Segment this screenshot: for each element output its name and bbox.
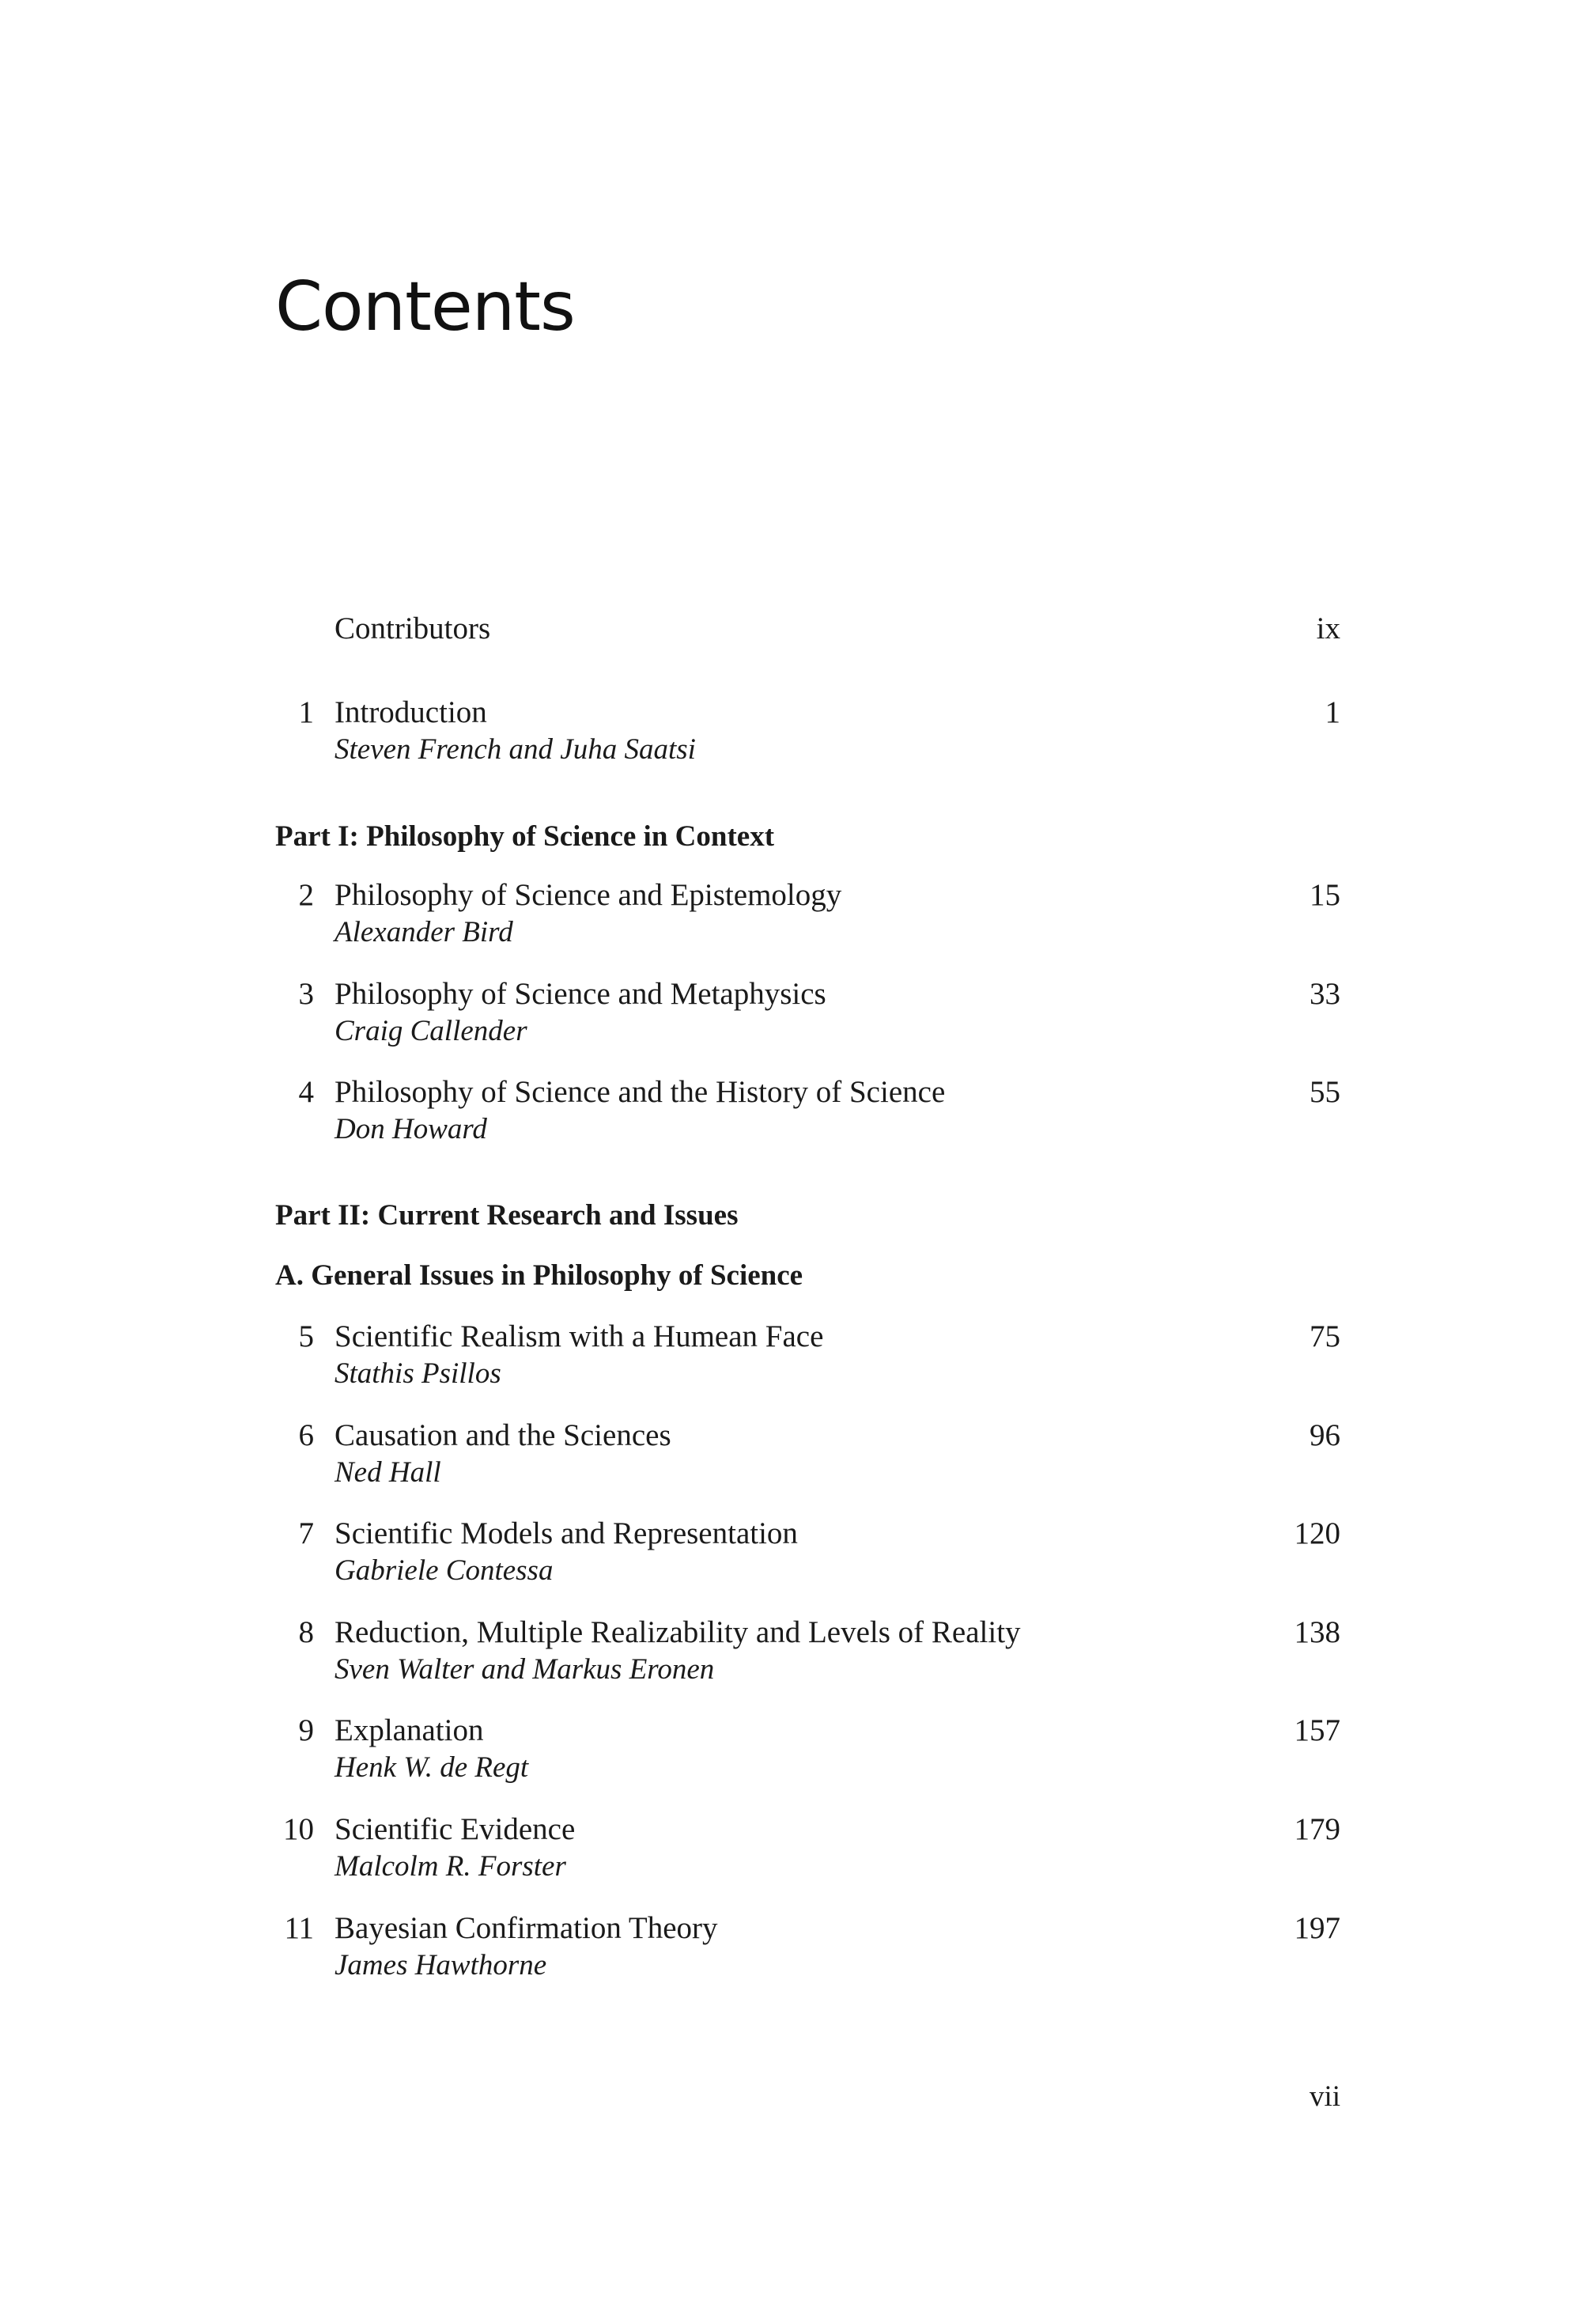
entry-title: Philosophy of Science and Metaphysics <box>334 977 826 1011</box>
chapter-author: Alexander Bird <box>334 916 513 948</box>
entry-page-number: 15 <box>1310 878 1340 912</box>
chapter-number: 4 <box>298 1075 314 1109</box>
entry-title: Contributors <box>334 611 491 645</box>
entry-title: Scientific Models and Representation <box>334 1516 798 1550</box>
toc-entry-chapter-11[interactable] <box>275 1913 1340 1947</box>
page-title: Contents <box>275 267 575 346</box>
page-folio: vii <box>1309 2080 1340 2113</box>
chapter-author: Craig Callender <box>334 1015 527 1047</box>
toc-entry-chapter-5[interactable] <box>275 1321 1340 1356</box>
entry-title: Introduction <box>334 695 487 729</box>
chapter-author: Sven Walter and Markus Eronen <box>334 1653 715 1686</box>
entry-page-number: 75 <box>1310 1319 1340 1353</box>
entry-title: Bayesian Confirmation Theory <box>334 1911 718 1945</box>
entry-page-number: 179 <box>1294 1812 1340 1846</box>
chapter-number: 8 <box>298 1615 314 1649</box>
entry-title: Philosophy of Science and the History of Science <box>334 1075 946 1109</box>
part-heading: Part I: Philosophy of Science in Context <box>275 820 775 853</box>
chapter-author: Steven French and Juha Saatsi <box>334 733 696 766</box>
chapter-number: 1 <box>298 695 314 729</box>
entry-page-number: 33 <box>1310 977 1340 1011</box>
toc-entry-contributors[interactable] <box>275 613 1340 648</box>
entry-page-number: ix <box>1316 611 1340 645</box>
entry-title: Scientific Realism with a Humean Face <box>334 1319 824 1353</box>
part-heading: Part II: Current Research and Issues <box>275 1199 739 1232</box>
chapter-author: Malcolm R. Forster <box>334 1850 566 1883</box>
toc-entry-chapter-10[interactable] <box>275 1814 1340 1849</box>
entry-page-number: 120 <box>1294 1516 1340 1550</box>
chapter-number: 10 <box>283 1812 314 1846</box>
chapter-number: 2 <box>298 878 314 912</box>
chapter-number: 11 <box>284 1911 314 1945</box>
toc-entry-chapter-8[interactable] <box>275 1617 1340 1652</box>
chapter-author: Ned Hall <box>334 1456 441 1489</box>
entry-title: Philosophy of Science and Epistemology <box>334 878 842 912</box>
toc-entry-chapter-2[interactable] <box>275 880 1340 914</box>
entry-title: Scientific Evidence <box>334 1812 576 1846</box>
entry-page-number: 157 <box>1294 1713 1340 1747</box>
entry-page-number: 55 <box>1310 1075 1340 1109</box>
entry-page-number: 138 <box>1294 1615 1340 1649</box>
chapter-author: Stathis Psillos <box>334 1357 501 1390</box>
chapter-number: 9 <box>298 1713 314 1747</box>
chapter-author: Gabriele Contessa <box>334 1554 554 1587</box>
toc-entry-chapter-3[interactable] <box>275 978 1340 1013</box>
chapter-author: Henk W. de Regt <box>334 1751 529 1784</box>
toc-entry-chapter-9[interactable] <box>275 1715 1340 1750</box>
toc-entry-chapter-4[interactable] <box>275 1077 1340 1111</box>
chapter-number: 3 <box>298 977 314 1011</box>
entry-title: Explanation <box>334 1713 484 1747</box>
entry-title: Causation and the Sciences <box>334 1418 671 1452</box>
entry-page-number: 197 <box>1294 1911 1340 1945</box>
entry-page-number: 96 <box>1310 1418 1340 1452</box>
toc-entry-chapter-1[interactable] <box>275 697 1340 732</box>
chapter-author: Don Howard <box>334 1113 487 1145</box>
section-heading: A. General Issues in Philosophy of Science <box>275 1259 803 1292</box>
toc-entry-chapter-6[interactable] <box>275 1420 1340 1455</box>
entry-title: Reduction, Multiple Realizability and Levels of Reality <box>334 1615 1021 1649</box>
toc-entry-chapter-7[interactable] <box>275 1518 1340 1553</box>
entry-page-number: 1 <box>1325 695 1340 729</box>
chapter-number: 6 <box>298 1418 314 1452</box>
chapter-author: James Hawthorne <box>334 1949 547 1981</box>
chapter-number: 7 <box>298 1516 314 1550</box>
chapter-number: 5 <box>298 1319 314 1353</box>
